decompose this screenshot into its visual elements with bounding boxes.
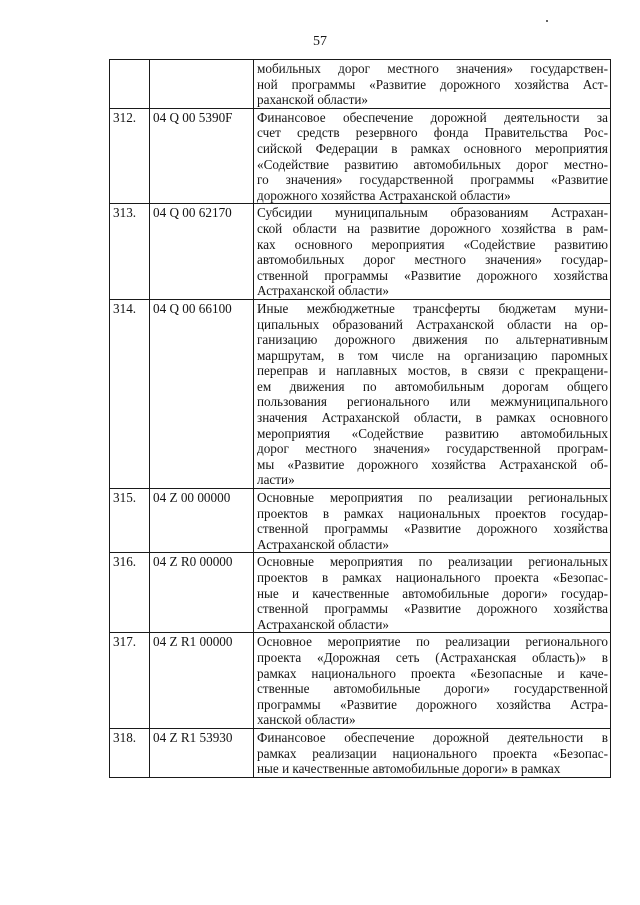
table-row xyxy=(110,108,611,204)
scan-speck xyxy=(546,20,548,22)
row-number: 315. xyxy=(110,489,150,553)
description-line: программы «Развитие дорожного хозяйства Астра- xyxy=(257,696,608,712)
description-line: ганизацию дорожного движения по альтернативным xyxy=(257,332,608,348)
description-line: мобильных дорог местного значения» государствен- xyxy=(257,61,608,76)
table-row xyxy=(110,553,611,633)
row-description xyxy=(254,108,611,204)
description-line: автомобильных дорог местного значения» государ- xyxy=(257,252,608,268)
row-number: 312. xyxy=(110,108,150,204)
row-code: 04 Q 00 5390F xyxy=(150,108,254,204)
description-line: значения Астраханской области, в рамках основного xyxy=(257,410,608,426)
row-code xyxy=(150,60,254,109)
row-description xyxy=(254,60,611,109)
page-number: 57 xyxy=(313,34,327,49)
row-description xyxy=(254,299,611,488)
description-line: рамках национального проекта «Безопасные и каче- xyxy=(257,665,608,681)
description-line: ные и качественные автомобильные дороги» в рамках xyxy=(257,761,561,777)
description-line: ской области на развитие дорожного хозяйства в рам- xyxy=(257,220,608,236)
row-code: 04 Q 00 66100 xyxy=(150,299,254,488)
description-line: ципальных образований Астраханской области на ор- xyxy=(257,316,608,332)
row-description xyxy=(254,553,611,633)
row-number: 316. xyxy=(110,553,150,633)
row-number: 317. xyxy=(110,633,150,729)
row-description xyxy=(254,728,611,777)
description-line: ем движения по автомобильным дорогам общего xyxy=(257,378,608,394)
description-line: Иные межбюджетные трансферты бюджетам муни- xyxy=(257,300,608,316)
row-number: 314. xyxy=(110,299,150,488)
description-line: Астраханской области» xyxy=(257,616,389,632)
description-line: проекта «Дорожная сеть (Астраханская область)» в xyxy=(257,649,608,665)
table-row xyxy=(110,60,611,109)
description-line: дорожного хозяйства Астраханской области» xyxy=(257,187,511,203)
description-line: Астраханской области» xyxy=(257,536,389,552)
row-description xyxy=(254,204,611,300)
description-line: мероприятия «Содействие развитию автомобильных xyxy=(257,425,608,441)
table-row xyxy=(110,204,611,300)
description-line: Субсидии муниципальным образованиям Астрахан- xyxy=(257,205,608,221)
description-line: Основные мероприятия по реализации региональных xyxy=(257,490,608,506)
description-line: ласти» xyxy=(257,472,295,488)
row-number: 313. xyxy=(110,204,150,300)
description-line: ной программы «Развитие дорожного хозяйства Аст- xyxy=(257,76,608,92)
table-body xyxy=(110,60,611,778)
row-description xyxy=(254,489,611,553)
description-line: счет средств резервного фонда Правительства Рос- xyxy=(257,125,608,141)
description-line: проектов в рамках национальных проектов государ- xyxy=(257,505,608,521)
description-line: Финансовое обеспечение дорожной деятельности за xyxy=(257,109,608,125)
description-line: Астраханской области» xyxy=(257,283,389,299)
table-row xyxy=(110,633,611,729)
description-line: ственной программы «Развитие дорожного хозяйства xyxy=(257,267,608,283)
row-code: 04 Q 00 62170 xyxy=(150,204,254,300)
row-code: 04 Z R0 00000 xyxy=(150,553,254,633)
description-line: переправ и наплавных мостов, в связи с прекращени- xyxy=(257,363,608,379)
description-line: Основные мероприятия по реализации региональных xyxy=(257,554,608,570)
description-line: Основное мероприятие по реализации регионального xyxy=(257,634,608,650)
description-line: раханской области» xyxy=(257,92,368,108)
table-row xyxy=(110,728,611,777)
description-line: Финансовое обеспечение дорожной деятельности в xyxy=(257,729,608,745)
description-line: ках основного мероприятия «Содействие развитию xyxy=(257,236,608,252)
description-line: проектов в рамках национального проекта «Безопас- xyxy=(257,570,608,585)
description-line: пользования регионального или межмуниципального xyxy=(257,394,608,410)
row-number: 318. xyxy=(110,728,150,777)
description-line: ственные автомобильные дороги» государственной xyxy=(257,681,608,697)
description-line: сийской Федерации в рамках основного мероприятия xyxy=(257,140,608,156)
row-description xyxy=(254,633,611,729)
row-number xyxy=(110,60,150,109)
description-line: ственной программы «Развитие дорожного хозяйства xyxy=(257,601,608,617)
row-code: 04 Z R1 53930 xyxy=(150,728,254,777)
row-code: 04 Z R1 00000 xyxy=(150,633,254,729)
description-line: ственной программы «Развитие дорожного хозяйства xyxy=(257,521,608,537)
description-line: маршрутам, в том числе на организацию паромных xyxy=(257,347,608,363)
row-code: 04 Z 00 00000 xyxy=(150,489,254,553)
description-line: «Содействие развитию автомобильных дорог местно- xyxy=(257,156,608,172)
description-line: дорог местного значения» государственной програм- xyxy=(257,441,608,457)
budget-classification-table xyxy=(109,59,611,778)
description-line: ные и качественные автомобильные дороги» государ- xyxy=(257,585,608,601)
description-line: го значения» государственной программы «Развитие xyxy=(257,172,608,188)
description-line: мы «Развитие дорожного хозяйства Астраханской об- xyxy=(257,456,608,472)
description-line: рамках реализации национального проекта «Безопас- xyxy=(257,745,608,761)
table-row xyxy=(110,489,611,553)
table-row xyxy=(110,299,611,488)
description-line: ханской области» xyxy=(257,712,356,728)
